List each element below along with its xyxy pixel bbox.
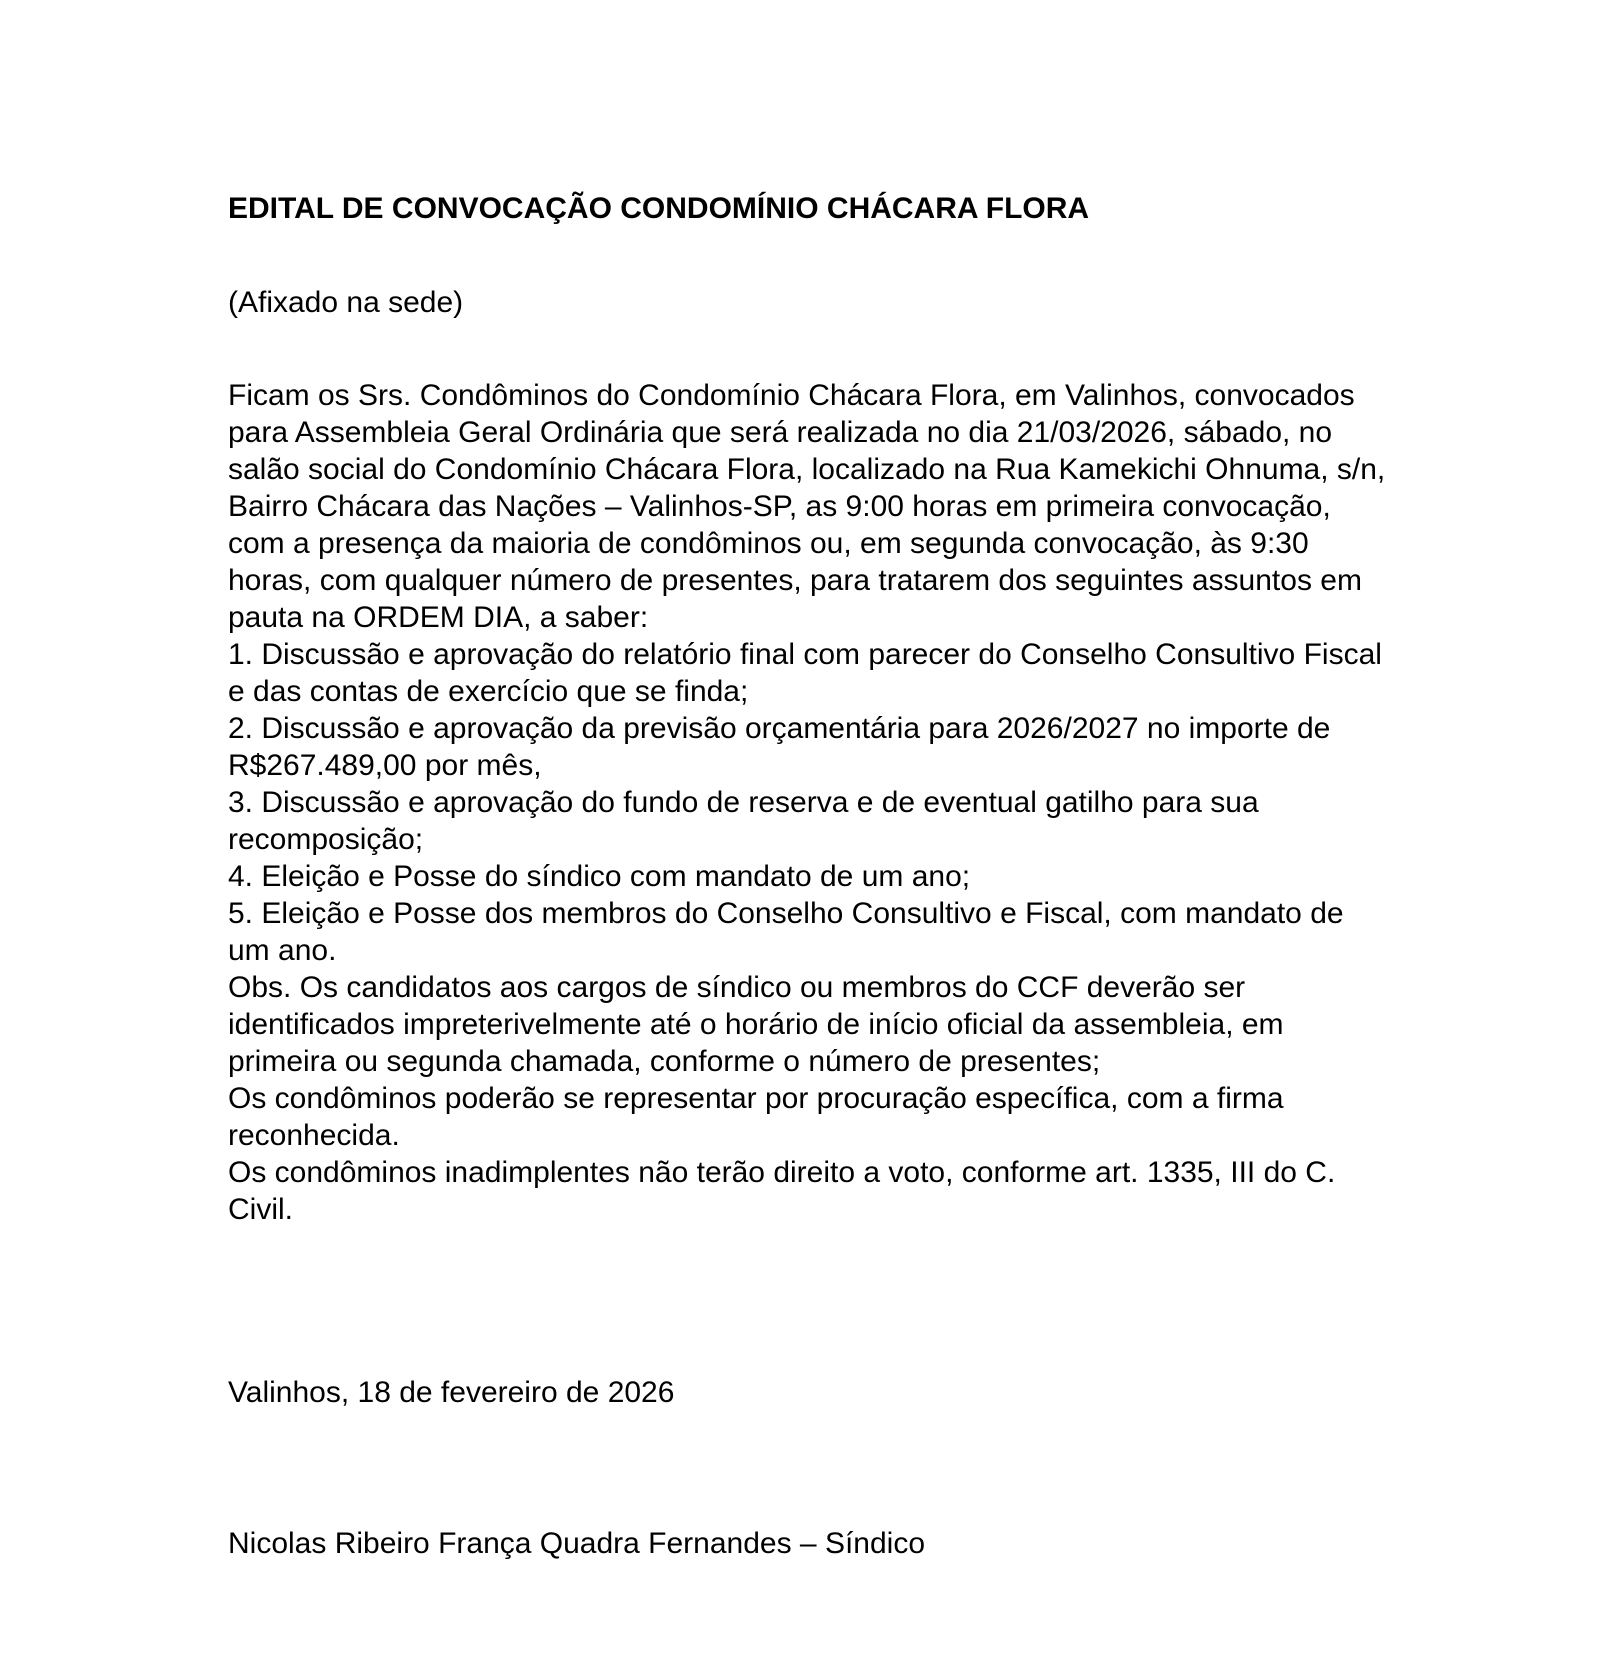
agenda-item-5: [228, 895, 1448, 969]
text-line: 4. Eleição e Posse do síndico com mandato de um ano;: [228, 860, 971, 893]
document-body: [228, 377, 1448, 1228]
text-line: identificados impreterivelmente até o horário de início oficial da assembleia, em: [228, 1008, 1284, 1041]
text-line: salão social do Condomínio Chácara Flora, localizado na Rua Kamekichi Ohnuma, s/n,: [228, 453, 1386, 486]
text-line: Os condôminos inadimplentes não terão direito a voto, conforme art. 1335, III do C.: [228, 1156, 1336, 1189]
text-line: Ficam os Srs. Condôminos do Condomínio Chácara Flora, em Valinhos, convocados: [228, 379, 1355, 412]
text-line: primeira ou segunda chamada, conforme o número de presentes;: [228, 1045, 1101, 1078]
text-line: R$267.489,00 por mês,: [228, 749, 542, 782]
posted-note: (Afixado na sede): [228, 286, 464, 319]
agenda-item-1: [228, 636, 1448, 710]
text-line: 3. Discussão e aprovação do fundo de reserva e de eventual gatilho para sua: [228, 786, 1259, 819]
text-line: um ano.: [228, 934, 337, 967]
text-line: pauta na ORDEM DIA, a saber:: [228, 601, 649, 634]
convocation-paragraph: [228, 377, 1448, 636]
observation-proxy: [228, 1080, 1448, 1154]
text-line: reconhecida.: [228, 1119, 400, 1152]
text-line: recomposição;: [228, 823, 424, 856]
text-line: 5. Eleição e Posse dos membros do Conselho Consultivo e Fiscal, com mandato de: [228, 897, 1344, 930]
text-line: com a presença da maioria de condôminos ou, em segunda convocação, às 9:30: [228, 527, 1309, 560]
text-line: Os condôminos poderão se representar por procuração específica, com a firma: [228, 1082, 1284, 1115]
text-line: Obs. Os candidatos aos cargos de síndico ou membros do CCF deverão ser: [228, 971, 1246, 1004]
observation-candidates: [228, 969, 1448, 1080]
observation-voting: [228, 1154, 1448, 1228]
text-line: e das contas de exercício que se finda;: [228, 675, 749, 708]
text-line: Bairro Chácara das Nações – Valinhos-SP, as 9:00 horas em primeira convocação,: [228, 490, 1331, 523]
text-line: horas, com qualquer número de presentes, para tratarem dos seguintes assuntos em: [228, 564, 1362, 597]
text-line: para Assembleia Geral Ordinária que será realizada no dia 21/03/2026, sábado, no: [228, 416, 1333, 449]
text-line: 2. Discussão e aprovação da previsão orçamentária para 2026/2027 no importe de: [228, 712, 1331, 745]
agenda-item-3: [228, 784, 1448, 858]
signature-line: Nicolas Ribeiro França Quadra Fernandes – Síndico: [228, 1527, 926, 1560]
text-line: 1. Discussão e aprovação do relatório final com parecer do Conselho Consultivo Fiscal: [228, 638, 1382, 671]
text-line: Civil.: [228, 1193, 293, 1226]
document-title: EDITAL DE CONVOCAÇÃO CONDOMÍNIO CHÁCARA FLORA: [228, 192, 1090, 225]
agenda-item-2: [228, 710, 1448, 784]
dateline: Valinhos, 18 de fevereiro de 2026: [228, 1376, 675, 1409]
agenda-item-4: [228, 858, 1448, 895]
